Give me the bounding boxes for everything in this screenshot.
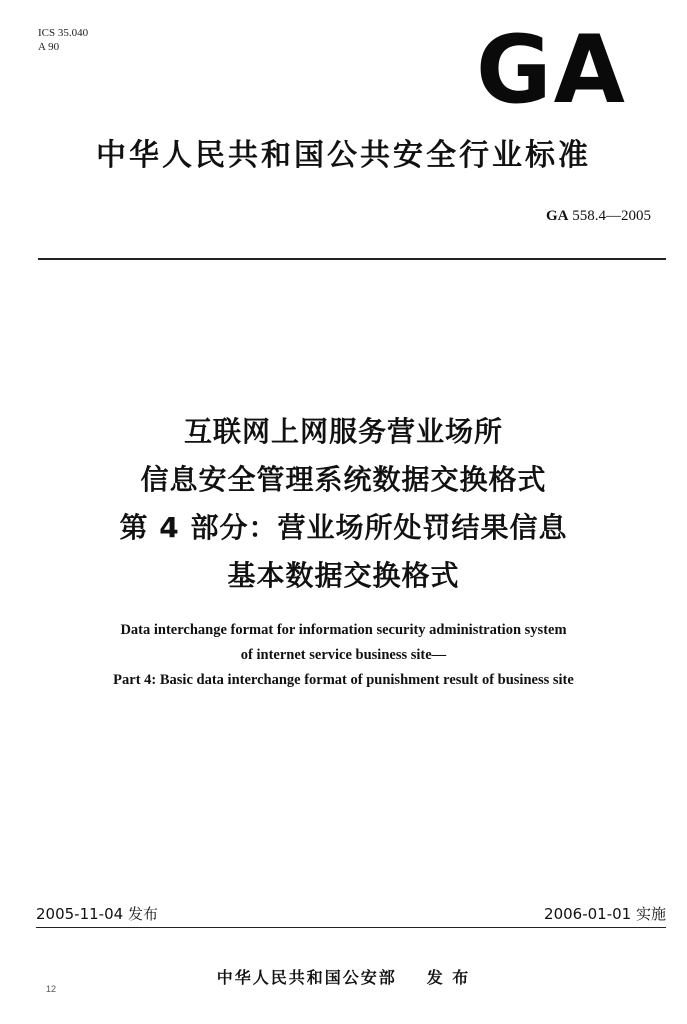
standard-prefix: GA: [546, 208, 569, 224]
footer-divider: [36, 927, 666, 928]
classification-codes: [38, 26, 88, 54]
standard-code: 558.4—2005: [572, 208, 651, 224]
page-number: 12: [46, 984, 57, 994]
chinese-title-line-4: 基本数据交换格式: [227, 559, 460, 592]
issuing-authority: [0, 966, 687, 990]
ccs-code: A 90: [38, 41, 60, 53]
standard-number: [546, 206, 651, 226]
english-title: [0, 618, 687, 693]
implementation-date: 2006-01-01 实施: [544, 905, 666, 923]
chinese-title-line-1: 互联网上网服务营业场所: [183, 415, 503, 448]
chinese-title: [0, 408, 687, 600]
english-title-line-1: Data interchange format for information security administration system: [120, 622, 567, 638]
issue-date: 2005-11-04 发布: [36, 905, 158, 923]
issuer-name: 中华人民共和国公安部: [216, 968, 397, 987]
ics-code: ICS 35.040: [38, 27, 89, 39]
english-title-line-3: Part 4: Basic data interchange format of punishment result of business site: [113, 672, 574, 688]
ga-logo: GA: [476, 16, 627, 125]
header-divider: [38, 258, 666, 260]
english-title-line-2: of internet service business site—: [240, 647, 447, 663]
issuer-action: 发 布: [426, 968, 471, 987]
chinese-title-line-3: 第 4 部分：营业场所处罚结果信息: [119, 511, 568, 544]
organization-title: 中华人民共和国公共安全行业标准: [96, 138, 591, 173]
chinese-title-line-2: 信息安全管理系统数据交换格式: [140, 463, 547, 496]
